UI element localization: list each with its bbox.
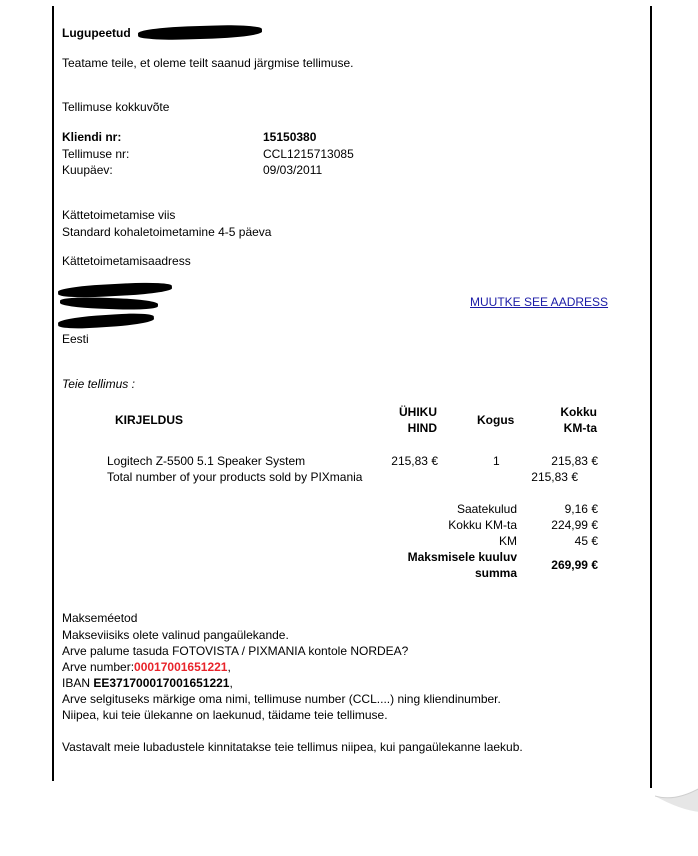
vat-value: 45 € (574, 534, 598, 548)
your-order-label: Teie tellimus : (62, 377, 135, 391)
redacted-address-line-2 (60, 296, 158, 310)
invoice-label: Arve number: (62, 660, 135, 674)
amount-due-label-line2: summa (474, 566, 517, 580)
amount-due-label (380, 550, 517, 580)
page-left-border (52, 6, 54, 781)
col-header-total-line1: Kokku (560, 405, 597, 419)
invoice-number: 00017001651221 (134, 660, 228, 674)
item-total: 215,83 € (551, 454, 598, 468)
products-sold-total: 215,83 € (531, 470, 578, 484)
col-header-unit-line1: ÜHIKU (399, 405, 437, 419)
shipping-label: Saatekulud (456, 502, 517, 516)
address-title: Kättetoimetamisaadress (62, 254, 191, 268)
iban-value: EE371700017001651221 (93, 676, 230, 690)
date-label: Kuupäev: (62, 163, 113, 177)
delivery-title: Kättetoimetamise viis (62, 208, 176, 222)
col-header-quantity: Kogus (477, 413, 515, 427)
net-total-value: 224,99 € (551, 518, 598, 532)
amount-due-value: 269,99 € (551, 558, 598, 572)
shipping-value: 9,16 € (564, 502, 598, 516)
customer-value: 15150380 (263, 130, 317, 144)
payment-title: Makseméetod (62, 611, 138, 625)
greeting: Lugupeetud (62, 26, 131, 40)
payment-line-6: Niipea, kui teie ülekanne on laekunud, täidame teie tellimuse. (62, 708, 388, 722)
iban-comma: , (229, 676, 233, 690)
iban-label: IBAN (62, 676, 94, 690)
address-country: Eesti (62, 332, 89, 346)
amount-due-label-line1: Maksmisele kuuluv (407, 550, 517, 564)
intro-text: Teatame teile, et oleme teilt saanud järgmise tellimuse. (62, 56, 354, 70)
iban-line (62, 676, 233, 690)
change-address-link[interactable]: MUUTKE SEE AADRESS (470, 295, 609, 309)
payment-line-1: Makseviisiks olete valinud pangaülekande. (62, 628, 289, 642)
col-header-total (540, 405, 597, 435)
date-value: 09/03/2011 (263, 163, 323, 177)
page-curl-icon (655, 788, 698, 812)
col-header-unit-line2: HIND (407, 421, 437, 435)
item-quantity: 1 (493, 454, 500, 468)
delivery-value: Standard kohaletoimetamine 4-5 päeva (62, 225, 272, 239)
col-header-unit-price (380, 405, 437, 435)
payment-line-2: Arve palume tasuda FOTOVISTA / PIXMANIA kontole NORDEA? (62, 644, 409, 658)
order-label: Tellimuse nr: (62, 147, 130, 161)
summary-title: Tellimuse kokkuvõte (62, 100, 170, 114)
col-header-description: KIRJELDUS (115, 413, 184, 427)
vat-label: KM (499, 534, 517, 548)
closing-text: Vastavalt meie lubadustele kinnitatakse teie tellimus niipea, kui pangaülekanne laekub. (62, 740, 523, 754)
net-total-label: Kokku KM-ta (448, 518, 517, 532)
payment-line-5: Arve selgituseks märkige oma nimi, tellimuse number (CCL....) ning kliendinumber. (62, 692, 501, 706)
customer-label: Kliendi nr: (62, 130, 122, 144)
item-unit-price: 215,83 € (391, 454, 438, 468)
page-right-border (650, 6, 652, 788)
order-value: CCL1215713085 (263, 147, 354, 161)
item-description: Logitech Z-5500 5.1 Speaker System (107, 454, 306, 468)
col-header-total-line2: KM-ta (563, 421, 597, 435)
products-sold-label: Total number of your products sold by PIXmania (107, 470, 363, 484)
redacted-name (138, 24, 262, 41)
invoice-comma: , (227, 660, 231, 674)
redacted-address-line-1 (58, 281, 172, 299)
invoice-number-line (62, 660, 231, 674)
redacted-address-line-3 (58, 312, 155, 331)
